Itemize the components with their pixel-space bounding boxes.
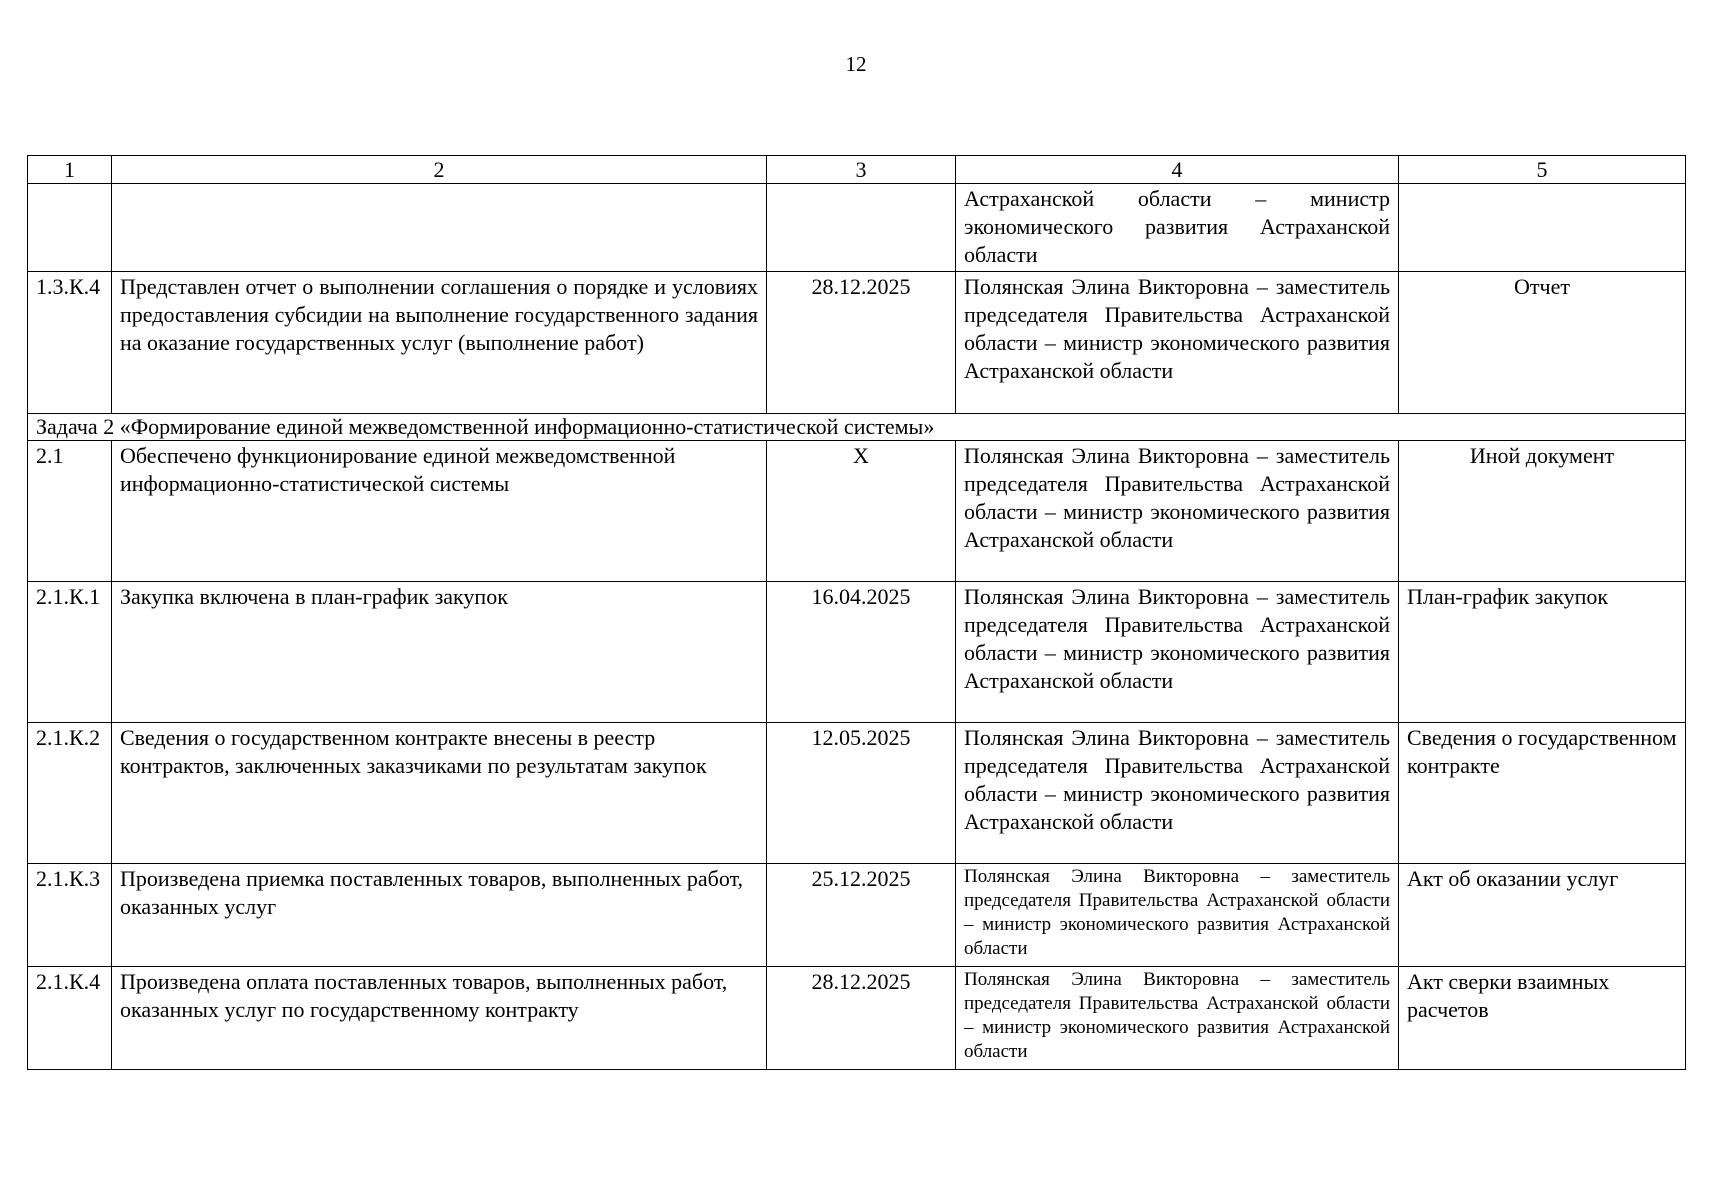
cell-description: Представлен отчет о выполнении соглашения о порядке и условиях предоставления субсидии на выполнение государственного задания на оказание государственных услуг (выполнение работ)	[112, 272, 767, 414]
table-row	[28, 967, 1686, 1070]
column-header-4: 4	[956, 156, 1399, 184]
header-row	[28, 156, 1686, 184]
cell-num: 2.1.К.3	[28, 864, 112, 967]
cell-document: Акт сверки взаимных расчетов	[1399, 967, 1686, 1070]
cell-description: Произведена оплата поставленных товаров, выполненных работ, оказанных услуг по государственному контракту	[112, 967, 767, 1070]
column-header-2: 2	[112, 156, 767, 184]
cell-document: Сведения о государственном контракте	[1399, 723, 1686, 864]
column-header-1: 1	[28, 156, 112, 184]
cell-description: Закупка включена в план-график закупок	[112, 582, 767, 723]
cell-num	[28, 184, 112, 272]
table-row	[28, 441, 1686, 582]
continuation-row	[28, 184, 1686, 272]
page-number: 12	[845, 52, 867, 76]
cell-responsible: Астраханской области – министр экономического развития Астраханской области	[956, 184, 1399, 272]
cell-document: План-график закупок	[1399, 582, 1686, 723]
cell-num: 2.1.К.2	[28, 723, 112, 864]
cell-description: Обеспечено функционирование единой межведомственной информационно-статистической системы	[112, 441, 767, 582]
cell-document: Отчет	[1399, 272, 1686, 414]
cell-responsible: Полянская Элина Викторовна – заместитель председателя Правительства Астраханской области – министр экономического развития Астраханской области	[956, 272, 1399, 414]
table-row	[28, 723, 1686, 864]
cell-num: 2.1.К.4	[28, 967, 112, 1070]
column-header-3: 3	[767, 156, 956, 184]
table-row	[28, 272, 1686, 414]
task-row	[28, 414, 1686, 441]
cell-date: 16.04.2025	[767, 582, 956, 723]
cell-date: 12.05.2025	[767, 723, 956, 864]
cell-num: 2.1.К.1	[28, 582, 112, 723]
cell-document: Иной документ	[1399, 441, 1686, 582]
table-row	[28, 582, 1686, 723]
cell-responsible: Полянская Элина Викторовна – заместитель председателя Правительства Астраханской области – министр экономического развития Астраханской области	[956, 582, 1399, 723]
plan-table	[27, 155, 1686, 1070]
cell-document: Акт об оказании услуг	[1399, 864, 1686, 967]
cell-date: 25.12.2025	[767, 864, 956, 967]
cell-num: 1.3.К.4	[28, 272, 112, 414]
cell-date: X	[767, 441, 956, 582]
cell-date	[767, 184, 956, 272]
cell-document	[1399, 184, 1686, 272]
cell-responsible: Полянская Элина Викторовна – заместитель председателя Правительства Астраханской области – министр экономического развития Астраханской области	[956, 864, 1399, 967]
cell-description: Произведена приемка поставленных товаров, выполненных работ, оказанных услуг	[112, 864, 767, 967]
cell-date: 28.12.2025	[767, 272, 956, 414]
cell-description: Сведения о государственном контракте внесены в реестр контрактов, заключенных заказчиками по результатам закупок	[112, 723, 767, 864]
cell-description	[112, 184, 767, 272]
cell-num: 2.1	[28, 441, 112, 582]
column-header-5: 5	[1399, 156, 1686, 184]
cell-responsible: Полянская Элина Викторовна – заместитель председателя Правительства Астраханской области – министр экономического развития Астраханской области	[956, 441, 1399, 582]
cell-responsible: Полянская Элина Викторовна – заместитель председателя Правительства Астраханской области – министр экономического развития Астраханской области	[956, 967, 1399, 1070]
cell-date: 28.12.2025	[767, 967, 956, 1070]
table-row	[28, 864, 1686, 967]
task-title: Задача 2 «Формирование единой межведомственной информационно-статистической системы»	[28, 414, 1686, 441]
cell-responsible: Полянская Элина Викторовна – заместитель председателя Правительства Астраханской области – министр экономического развития Астраханской области	[956, 723, 1399, 864]
